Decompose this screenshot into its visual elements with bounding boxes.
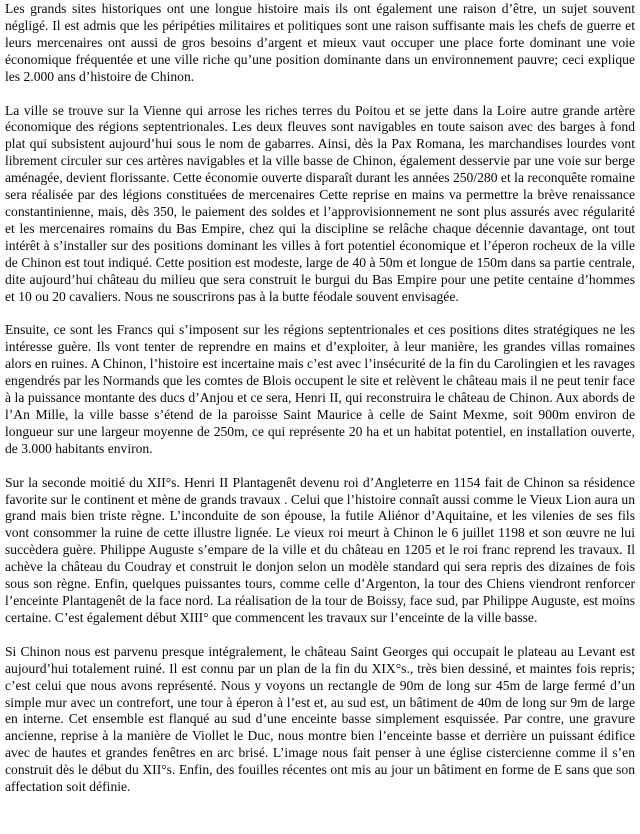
paragraph-vienne-loire: La ville se trouve sur la Vienne qui arrose les riches terres du Poitou et se jette dans la Loire autre grande artère économique des régions septentrionales. Les deux fleuves sont navigables en toute saison avec des barges à fond plat qui subsistent aujourd’hui sous le nom de gabarres. Ainsi, dès la Pax Romana, les marchandises lourdes vont librement circuler sur ces artères navigables et la ville basse de Chinon, également desservie par une voie sur berge aménagée, devient florissante. Cette économie ouverte disparaît durant les années 250/280 et la reconquête romaine sera réalisée par des légions constituées de mercenaires Cette reprise en mains va permettre la brève renaissance constantinienne, mais, dès 350, le paiement des soldes et l’approvisionnement ne sont plus assurés avec régularité et les mercenaires romains du Bas Empire, chez qui la discipline se relâche chaque décennie davantage, ont tout intérêt à s’installer sur des positions dominant les villes à fort potentiel économique et l’éperon rocheux de la ville de Chinon est tout indiqué. Cette position est modeste, large de 40 à 50m et longue de 150m dans sa partie centrale, dite aujourd’hui château du milieu que sera construit le burgui du Bas Empire pour une petite centaine d’hommes et 10 ou 20 cavaliers. Nous ne souscrirons pas à la butte féodale souvent envisagée. xyxy=(5,102,635,304)
paragraph-francs: Ensuite, ce sont les Francs qui s’imposent sur les régions septentrionales et ces positions dites stratégiques ne les intéresse guère. Ils vont tenter de reprendre en mains et d’exploiter, à leur manière, les grandes villas romaines alors en ruines. A Chinon, l’histoire est incertaine mais c’est avec l’insécurité de la fin du Carolingien et les ravages engendrés par les Normands que les comtes de Blois occupent le site et relèvent le château mais il ne peut tenir face à la puissance montante des ducs d’Anjou et ce sera, Henri II, qui reconstruira le château de Chinon. Aux abords de l’An Mille, la ville basse s’étend de la paroisse Saint Maurice à celle de Saint Mexme, soit 900m environ de longueur sur une largeur moyenne de 250m, ce qui représente 20 ha et un habitat potentiel, en installation ouverte, de 3.000 habitants environ. xyxy=(5,322,635,456)
paragraph-saint-georges: Si Chinon nous est parvenu presque intégralement, le château Saint Georges qui occupait le plateau au Levant est aujourd’hui totalement ruiné. Il est connu par un plan de la fin du XIX°s., très bien dessiné, et maintes fois repris; c’est celui que nous avons représenté. Nous y voyons un rectangle de 90m de long sur 45m de large fermé d’un simple mur avec un contrefort, une tour à éperon à l’est et, au sud est, un bâtiment de 40m de long sur 9m de large en interne. Cet ensemble est flanqué au sud d’une enceinte basse simplement esquissée. Par contre, une gravure ancienne, reprise à la manière de Viollet le Duc, nous montre bien l’enceinte basse et derrière un puissant édifice avec de hautes et grandes fenêtres en arc brisé. L’image nous fait penser à une église cistercienne comme il s’en construit dès le début du XII°s. Enfin, des fouilles récentes ont mis au jour un bâtiment en forme de E sans que son affectation soit définie. xyxy=(5,643,635,795)
paragraph-raison-d-etre: Les grands sites historiques ont une longue histoire mais ils ont également une raison d’être, un sujet souvent négligé. Il est admis que les péripéties militaires et politiques sont une raison suffisante mais les chefs de guerre et leurs mercenaires ont aussi de gros besoins d’argent et mieux vaut occuper une place forte dominant une voie économique fréquentée et une ville riche qu’une position dominante dans un environnement pauvre; ceci explique les 2.000 ans d’histoire de Chinon. xyxy=(5,1,635,84)
paragraph-plantagenet: Sur la seconde moitié du XII°s. Henri II Plantagenêt devenu roi d’Angleterre en 1154 fait de Chinon sa résidence favorite sur le continent et mène de grands travaux . Celui que l’histoire connaît aussi comme le Vieux Lion aura un grand mais bien triste règne. L’inconduite de son épouse, la futile Aliénor d’Aquitaine, et les vilenies de ses fils vont consommer la ruine de cette illustre lignée. Le vieux roi meurt à Chinon le 6 juillet 1198 et son œuvre ne lui succèdera guère. Philippe Auguste s’empare de la ville et du château en 1205 et le roi franc reprend les travaux. Il achève la château du Coudray et construit le donjon selon un modèle standard qui sera repris des dizaines de fois sous son règne. Enfin, quelques puissantes tours, comme celle d’Argenton, la tour des Chiens viendront renforcer l’enceinte Plantagenêt de la face nord. La réalisation de la tour de Boissy, face sud, par Philippe Auguste, est moins certaine. C’est également début XIII° que commencent les travaux sur l’enceinte de la ville basse. xyxy=(5,474,635,625)
